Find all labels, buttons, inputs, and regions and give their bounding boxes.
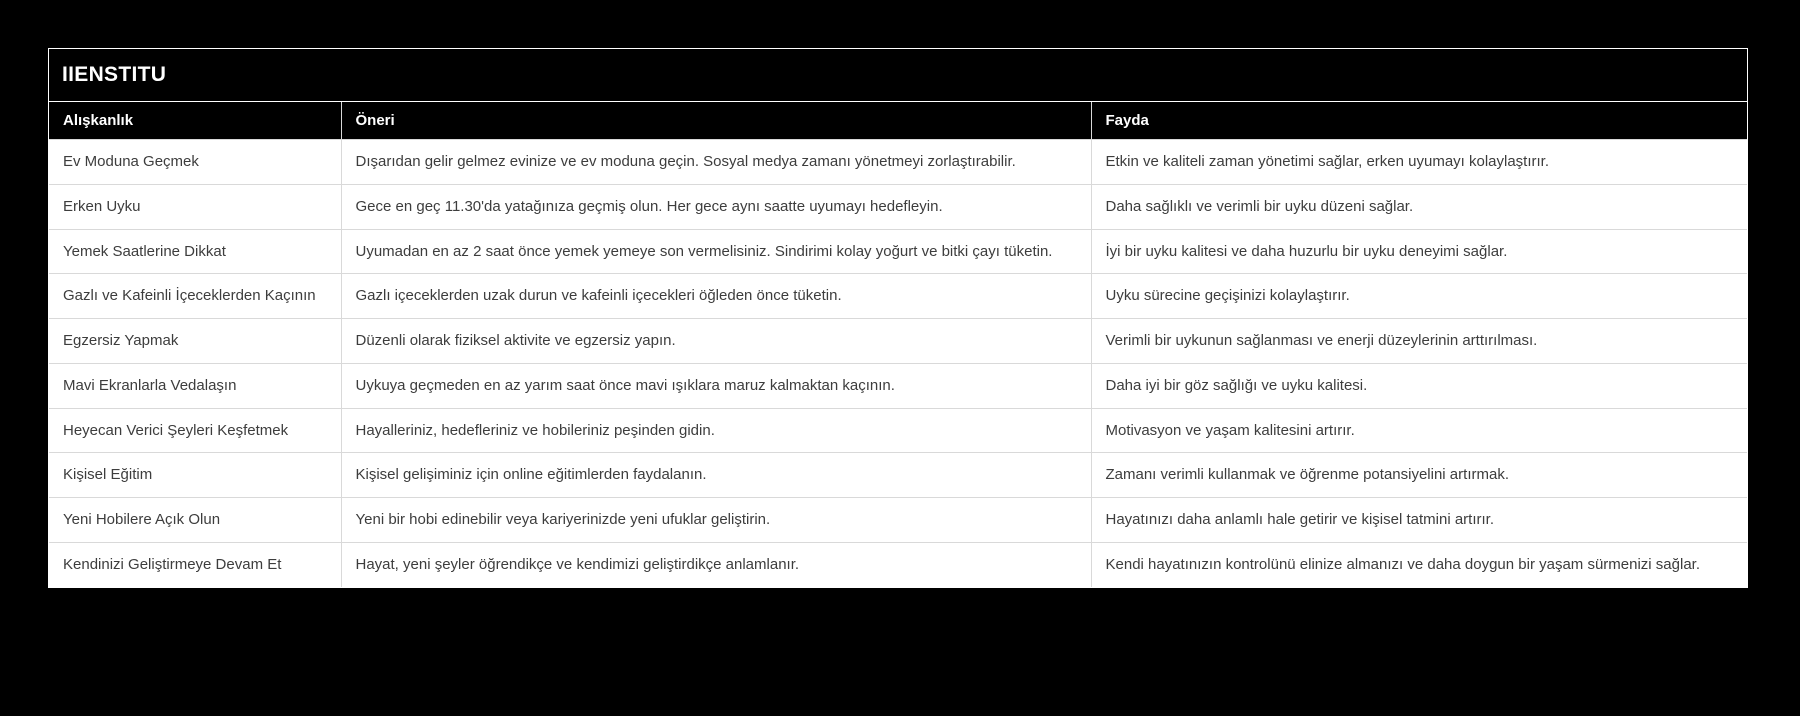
benefit-cell: Kendi hayatınızın kontrolünü elinize almanızı ve daha doygun bir yaşam sürmenizi sağlar. xyxy=(1091,542,1747,586)
table-row xyxy=(49,274,1747,319)
habit-cell: Yeni Hobilere Açık Olun xyxy=(49,498,341,543)
header-row xyxy=(49,102,1747,140)
benefit-cell: Etkin ve kaliteli zaman yönetimi sağlar, erken uyumayı kolaylaştırır. xyxy=(1091,140,1747,185)
suggestion-cell: Düzenli olarak fiziksel aktivite ve egzersiz yapın. xyxy=(341,319,1091,364)
table-row xyxy=(49,363,1747,408)
benefit-cell: Uyku sürecine geçişinizi kolaylaştırır. xyxy=(1091,274,1747,319)
suggestion-cell: Uyumadan en az 2 saat önce yemek yemeye son vermelisiniz. Sindirimi kolay yoğurt ve bitki çayı tüketin. xyxy=(341,229,1091,274)
benefit-cell: İyi bir uyku kalitesi ve daha huzurlu bir uyku deneyimi sağlar. xyxy=(1091,229,1747,274)
benefit-cell: Daha iyi bir göz sağlığı ve uyku kalitesi. xyxy=(1091,363,1747,408)
table-row xyxy=(49,542,1747,586)
table-row xyxy=(49,319,1747,364)
suggestion-cell: Hayalleriniz, hedefleriniz ve hobileriniz peşinden gidin. xyxy=(341,408,1091,453)
table-row xyxy=(49,453,1747,498)
benefit-cell: Hayatınızı daha anlamlı hale getirir ve kişisel tatmini artırır. xyxy=(1091,498,1747,543)
habit-cell: Kendinizi Geliştirmeye Devam Et xyxy=(49,542,341,586)
habit-cell: Egzersiz Yapmak xyxy=(49,319,341,364)
habit-cell: Kişisel Eğitim xyxy=(49,453,341,498)
habit-cell: Yemek Saatlerine Dikkat xyxy=(49,229,341,274)
habit-cell: Gazlı ve Kafeinli İçeceklerden Kaçının xyxy=(49,274,341,319)
table-row xyxy=(49,184,1747,229)
suggestion-cell: Gece en geç 11.30'da yatağınıza geçmiş olun. Her gece aynı saatte uyumayı hedefleyin. xyxy=(341,184,1091,229)
page-title: IIENSTITU xyxy=(49,49,1747,102)
table-row xyxy=(49,498,1747,543)
table-row xyxy=(49,229,1747,274)
benefit-cell: Daha sağlıklı ve verimli bir uyku düzeni sağlar. xyxy=(1091,184,1747,229)
suggestion-cell: Uykuya geçmeden en az yarım saat önce mavi ışıklara maruz kalmaktan kaçının. xyxy=(341,363,1091,408)
suggestion-cell: Yeni bir hobi edinebilir veya kariyerinizde yeni ufuklar geliştirin. xyxy=(341,498,1091,543)
table-frame xyxy=(48,48,1748,588)
column-header-habit: Alışkanlık xyxy=(49,102,341,140)
habit-cell: Heyecan Verici Şeyleri Keşfetmek xyxy=(49,408,341,453)
habit-cell: Ev Moduna Geçmek xyxy=(49,140,341,185)
benefit-cell: Zamanı verimli kullanmak ve öğrenme potansiyelini artırmak. xyxy=(1091,453,1747,498)
suggestion-cell: Dışarıdan gelir gelmez evinize ve ev moduna geçin. Sosyal medya zamanı yönetmeyi zorlaştırabilir. xyxy=(341,140,1091,185)
habit-cell: Erken Uyku xyxy=(49,184,341,229)
column-header-suggestion: Öneri xyxy=(341,102,1091,140)
benefit-cell: Verimli bir uykunun sağlanması ve enerji düzeylerinin arttırılması. xyxy=(1091,319,1747,364)
table-row xyxy=(49,408,1747,453)
benefit-cell: Motivasyon ve yaşam kalitesini artırır. xyxy=(1091,408,1747,453)
suggestion-cell: Gazlı içeceklerden uzak durun ve kafeinli içecekleri öğleden önce tüketin. xyxy=(341,274,1091,319)
habits-table xyxy=(49,102,1747,587)
column-header-benefit: Fayda xyxy=(1091,102,1747,140)
habit-cell: Mavi Ekranlarla Vedalaşın xyxy=(49,363,341,408)
table-row xyxy=(49,140,1747,185)
suggestion-cell: Kişisel gelişiminiz için online eğitimlerden faydalanın. xyxy=(341,453,1091,498)
suggestion-cell: Hayat, yeni şeyler öğrendikçe ve kendimizi geliştirdikçe anlamlanır. xyxy=(341,542,1091,586)
